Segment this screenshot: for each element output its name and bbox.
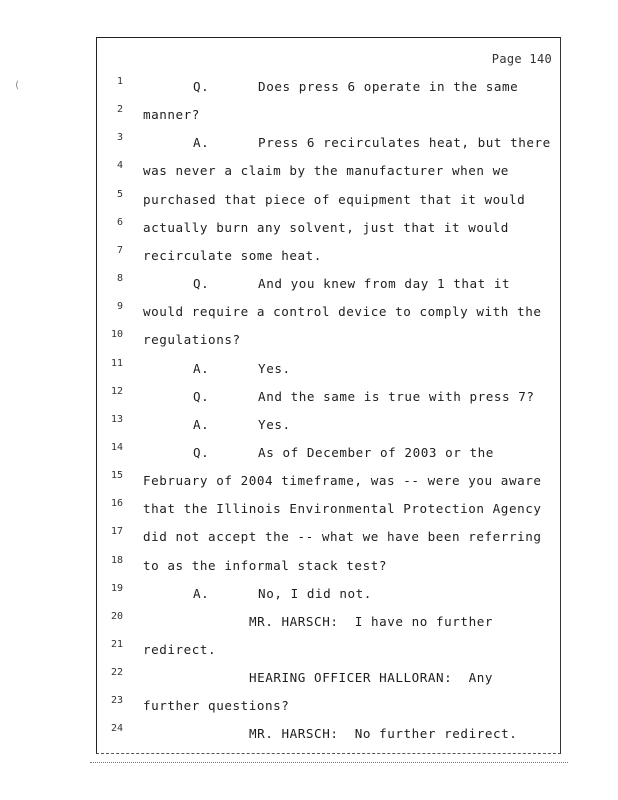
- line-number: 16: [110, 498, 123, 510]
- line-number: 21: [110, 639, 123, 650]
- line-text: Q. Does press 6 operate in the same: [193, 79, 519, 94]
- line-text: Q. As of December of 2003 or the: [193, 444, 494, 460]
- line-number: 23: [110, 695, 123, 707]
- line-number: 18: [110, 554, 123, 566]
- transcript-line: [97, 723, 560, 746]
- scan-edge: [90, 762, 568, 763]
- transcript-line: [97, 301, 560, 324]
- transcript-line: [97, 498, 560, 521]
- line-text: recirculate some heat.: [143, 247, 322, 263]
- transcript-line: [97, 582, 560, 606]
- transcript-line: [97, 554, 560, 578]
- line-text: to as the informal stack test?: [143, 557, 387, 573]
- page-number: Page 140: [491, 52, 552, 66]
- transcript-page: [96, 37, 561, 754]
- line-text: was never a claim by the manufacturer when we: [143, 163, 509, 179]
- line-number: 1: [116, 76, 123, 87]
- line-text: redirect.: [143, 642, 217, 657]
- line-number: 9: [116, 301, 123, 313]
- transcript-line: [97, 132, 560, 155]
- transcript-line: [97, 610, 560, 634]
- transcript-line: [97, 357, 560, 381]
- line-text: A. Yes.: [193, 360, 291, 376]
- line-text: MR. HARSCH: I have no further: [249, 613, 493, 629]
- line-number: 14: [110, 441, 123, 453]
- line-number: 10: [110, 329, 123, 341]
- transcript-line: [97, 441, 560, 465]
- line-number: 12: [110, 385, 123, 397]
- line-text: did not accept the -- what we have been referring: [143, 529, 542, 545]
- line-text: manner?: [143, 107, 200, 123]
- transcript-line: [97, 413, 560, 437]
- line-number: 7: [116, 244, 123, 256]
- line-number: 5: [116, 188, 123, 200]
- transcript-line: [97, 329, 560, 352]
- line-text: HEARING OFFICER HALLORAN: Any: [249, 670, 493, 686]
- line-text: further questions?: [143, 698, 290, 714]
- transcript-line: [97, 667, 560, 690]
- transcript-line: [97, 470, 560, 493]
- line-number: 11: [110, 357, 123, 369]
- transcript-line: [97, 104, 560, 127]
- line-text: Q. And you knew from day 1 that it: [193, 276, 511, 292]
- line-text: A. No, I did not.: [193, 585, 372, 601]
- transcript-line: [97, 385, 560, 409]
- line-number: 13: [110, 413, 123, 425]
- line-number: 22: [110, 667, 123, 679]
- line-text: that the Illinois Environmental Protection Agency: [143, 501, 542, 517]
- line-text: MR. HARSCH: No further redirect.: [249, 726, 518, 742]
- line-number: 15: [110, 470, 123, 482]
- line-text: A. Yes.: [193, 416, 291, 432]
- line-number: 2: [116, 104, 123, 116]
- transcript-line: [97, 273, 560, 296]
- line-text: actually burn any solvent, just that it would: [143, 219, 509, 235]
- line-number: 19: [110, 582, 123, 594]
- line-text: Q. And the same is true with press 7?: [193, 388, 535, 404]
- transcript-line: [97, 639, 560, 662]
- line-number: 24: [110, 723, 123, 735]
- margin-mark: (: [14, 80, 21, 91]
- line-text: A. Press 6 recirculates heat, but there: [193, 135, 551, 151]
- line-number: 3: [116, 132, 123, 144]
- transcript-line: [97, 76, 560, 99]
- line-number: 8: [116, 273, 123, 285]
- transcript-line: [97, 160, 560, 183]
- line-text: purchased that piece of equipment that it would: [143, 191, 526, 207]
- line-text: would require a control device to comply with the: [143, 304, 542, 320]
- line-number: 6: [116, 216, 123, 228]
- transcript-line: [97, 216, 560, 240]
- line-number: 4: [116, 160, 123, 172]
- line-number: 17: [110, 526, 123, 538]
- transcript-line: [97, 526, 560, 549]
- line-text: regulations?: [143, 332, 241, 348]
- line-number: 20: [110, 610, 123, 622]
- line-text: February of 2004 timeframe, was -- were you aware: [143, 473, 542, 489]
- transcript-line: [97, 695, 560, 718]
- transcript-line: [97, 244, 560, 268]
- transcript-line: [97, 188, 560, 212]
